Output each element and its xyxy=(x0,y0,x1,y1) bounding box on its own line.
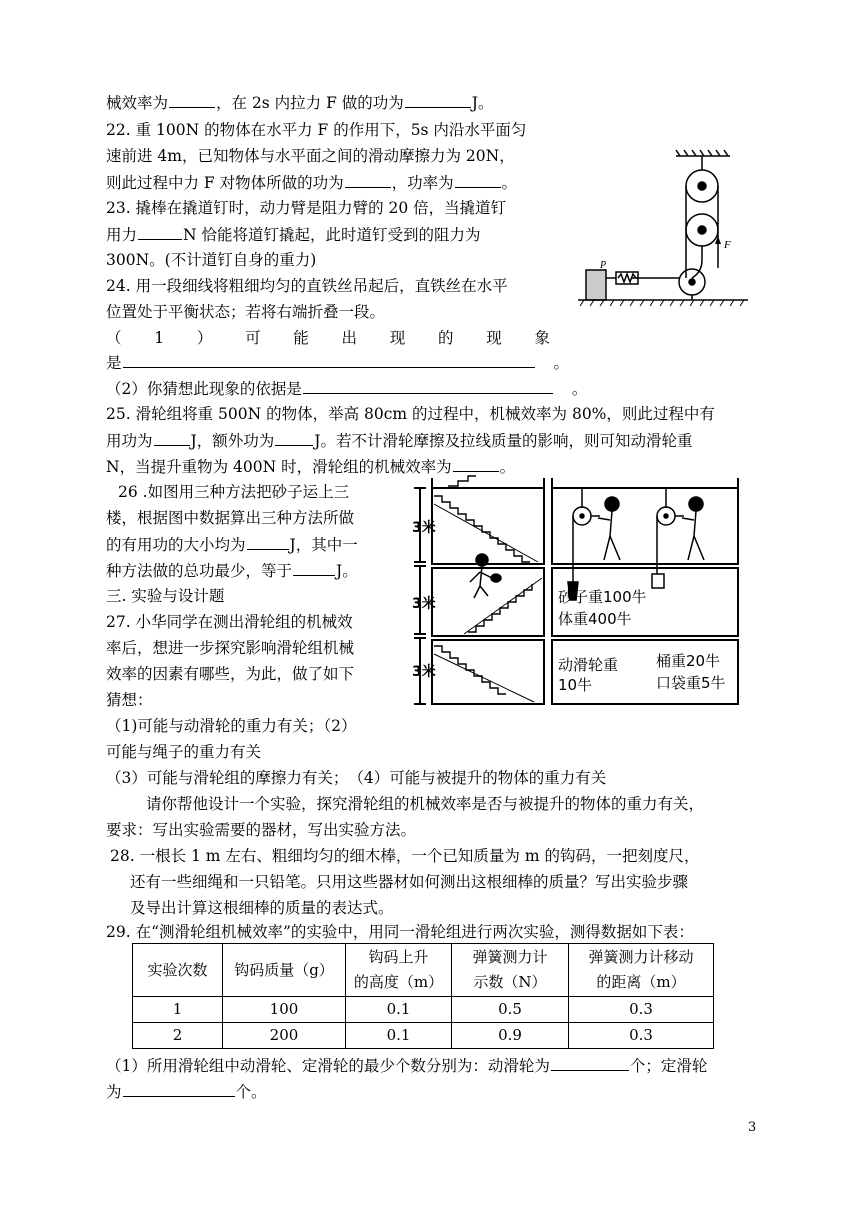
blank[interactable] xyxy=(293,560,335,576)
height-label: 3米 xyxy=(412,664,436,680)
q22-line2: 速前进 4m，已知物体与水平面之间的滑动摩擦力为 20N， xyxy=(106,147,515,165)
table-header: 钩码上升 的高度（m） xyxy=(346,944,452,997)
q22-line1: 22. 重 100N 的物体在水平力 F 的作用下，5s 内沿水平面匀 xyxy=(106,121,527,139)
q28-line3: 及导出计算这根细棒的质量的表达式。 xyxy=(130,899,394,917)
table-header: 钩码质量（g） xyxy=(223,944,346,997)
blank[interactable] xyxy=(138,224,182,240)
q26-line1: 26 .如图用三种方法把砂子运上三 xyxy=(118,483,350,501)
table-cell: 1 xyxy=(133,997,223,1023)
q24-line4: 是 。 xyxy=(106,354,570,372)
q23-line1: 23. 撬棒在撬道钉时，动力臂是阻力臂的 20 倍，当撬道钉 xyxy=(106,199,507,217)
height-label: 3米 xyxy=(412,520,436,536)
table-header: 弹簧测力计 示数（N） xyxy=(452,944,569,997)
section-heading: 三. 实验与设计题 xyxy=(106,587,225,605)
pulley-system-figure xyxy=(574,148,754,308)
table-header-row xyxy=(133,944,714,997)
table-cell: 0.3 xyxy=(569,1023,714,1049)
table-header: 实验次数 xyxy=(133,944,223,997)
table-cell: 0.5 xyxy=(452,997,569,1023)
table-header: 弹簧测力计移动 的距离（m） xyxy=(569,944,714,997)
blank[interactable] xyxy=(123,352,535,368)
page-number: 3 xyxy=(748,1120,757,1135)
sand-weight-label: 砂子重100牛 xyxy=(558,588,647,606)
q25-line2: 用功为 J，额外功为 J。若不计滑轮摩擦及拉线质量的影响，则可知动滑轮重 xyxy=(106,432,693,450)
q28-line2: 还有一些细绳和一只铅笔。只用这些器材如何测出这根细棒的质量？写出实验步骤 xyxy=(130,873,689,891)
pulley-weight-label: 动滑轮重 xyxy=(558,656,619,674)
blank[interactable] xyxy=(247,534,289,550)
table-cell: 100 xyxy=(223,997,346,1023)
q24-line1: 24. 用一段细线将粗细均匀的直铁丝吊起后，直铁丝在水平 xyxy=(106,277,508,295)
q26-line3: 的有用功的大小均为 J，其中一 xyxy=(106,536,358,554)
table-cell: 0.1 xyxy=(346,1023,452,1049)
q27-line6: 可能与绳子的重力有关 xyxy=(106,743,262,761)
blank[interactable] xyxy=(455,172,501,188)
pulley-weight-value: 10牛 xyxy=(558,676,593,694)
q24-line2: 位置处于平衡状态；若将右端折叠一段。 xyxy=(106,303,386,321)
blank[interactable] xyxy=(551,1055,629,1071)
table-cell: 2 xyxy=(133,1023,223,1049)
q24-line3: （ 1 ） 可 能 出 现 的 现 象 xyxy=(106,329,550,347)
q23-line3: 300N。(不计道钉自身的重力) xyxy=(106,251,317,269)
q29-line3: 为 个。 xyxy=(106,1083,267,1101)
q27-line5: （1)可能与动滑轮的重力有关；（2） xyxy=(106,717,357,735)
q27-line9: 要求：写出实验需要的器材，写出实验方法。 xyxy=(106,821,417,839)
data-table xyxy=(132,943,714,1049)
q27-line7: （3）可能与滑轮组的摩擦力有关； （4）可能与被提升的物体的重力有关 xyxy=(106,769,607,787)
q29-line1: 29. 在“测滑轮组机械效率”的实验中，用同一滑轮组进行两次实验，测得数据如下表： xyxy=(106,923,694,941)
q27-line3: 效率的因素有哪些，为此，做了如下 xyxy=(106,665,355,683)
q29-line2: （1）所用滑轮组中动滑轮、定滑轮的最少个数分别为：动滑轮为 个；定滑轮 xyxy=(106,1057,708,1075)
table-cell: 200 xyxy=(223,1023,346,1049)
bucket-weight-label: 桶重20牛 xyxy=(656,652,721,670)
q25-line1: 25. 滑轮组将重 500N 的物体，举高 80cm 的过程中，机械效率为 80%，则此过程中有 xyxy=(106,405,715,423)
q27-line8: 请你帮他设计一个实验，探究滑轮组的机械效率是否与被提升的物体的重力有关， xyxy=(146,795,705,813)
blank[interactable] xyxy=(453,456,499,472)
blank[interactable] xyxy=(169,92,215,108)
q26-line2: 楼，根据图中数据算出三种方法所做 xyxy=(106,509,355,527)
table-cell: 0.9 xyxy=(452,1023,569,1049)
q26-line4: 种方法做的总功最少，等于 J。 xyxy=(106,562,358,580)
q27-line4: 猜想： xyxy=(106,691,153,709)
line-q21-tail: 械效率为 ，在 2s 内拉力 F 做的功为 J。 xyxy=(106,94,494,112)
label-p: P xyxy=(600,260,607,271)
three-methods-figure xyxy=(408,474,744,708)
q22-line3: 则此过程中力 F 对物体所做的功为 ，功率为 。 xyxy=(106,174,518,192)
blank[interactable] xyxy=(345,172,391,188)
table-cell: 0.1 xyxy=(346,997,452,1023)
q25-line3: N，当提升重物为 400N 时，滑轮组的机械效率为 。 xyxy=(106,458,516,476)
body-weight-label: 体重400牛 xyxy=(558,610,632,628)
bag-weight-label: 口袋重5牛 xyxy=(656,674,726,692)
height-label: 3米 xyxy=(412,596,436,612)
table-row xyxy=(133,1023,714,1049)
blank[interactable] xyxy=(303,378,553,394)
blank[interactable] xyxy=(154,430,190,446)
blank[interactable] xyxy=(123,1081,235,1097)
blank[interactable] xyxy=(405,92,471,108)
label-f: F xyxy=(724,239,731,251)
table-row xyxy=(133,997,714,1023)
q27-line2: 率后，想进一步探究影响滑轮组机械 xyxy=(106,639,355,657)
q24-line5: （2）你猜想此现象的依据是 。 xyxy=(106,380,588,398)
blank[interactable] xyxy=(275,430,313,446)
q27-line1: 27. 小华同学在测出滑轮组的机械效 xyxy=(106,613,353,631)
q28-line1: 28. 一根长 1 m 左右、粗细均匀的细木棒，一个已知质量为 m 的钩码，一把刻度尺， xyxy=(110,847,700,865)
table-cell: 0.3 xyxy=(569,997,714,1023)
q23-line2: 用力 N 恰能将道钉撬起，此时道钉受到的阻力为 xyxy=(106,226,481,244)
